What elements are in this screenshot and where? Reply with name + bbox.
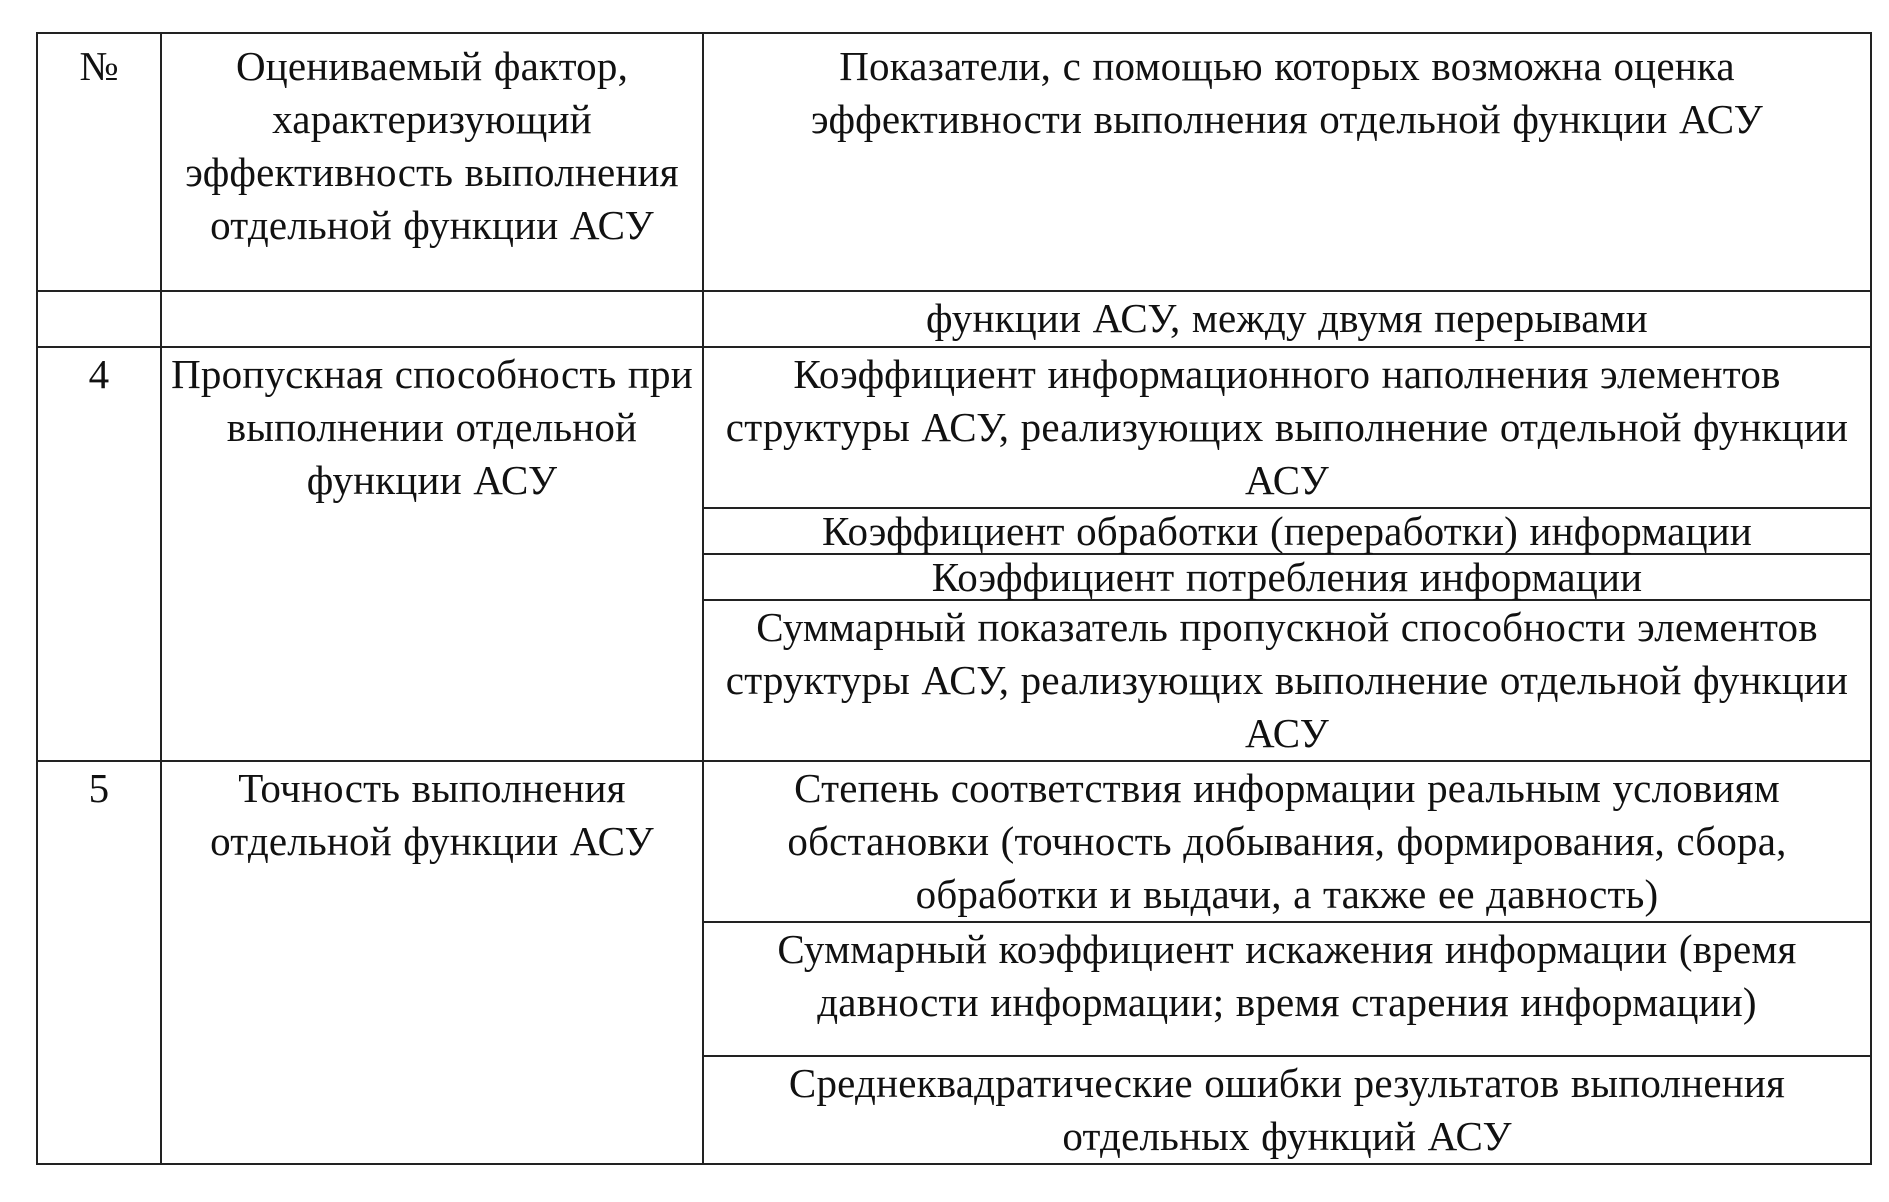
indicators-table (36, 32, 1872, 1165)
indicator-cell: Суммарный коэффициент искажения информации (время давности информации; время старения информации) (703, 922, 1871, 1056)
row-factor: Точность выполнения отдельной функции АСУ (161, 761, 703, 1164)
indicator-cell: Среднеквадратические ошибки результатов выполнения отдельных функций АСУ (703, 1056, 1871, 1164)
indicator-cell: Коэффициент информационного наполнения элементов структуры АСУ, реализующих выполнение отдельной функции АСУ (703, 347, 1871, 508)
table-row (37, 761, 1871, 922)
header-factor: Оцениваемый фактор, характеризующий эффективность выполнения отдельной функции АСУ (161, 33, 703, 291)
header-number: № (37, 33, 161, 291)
row-number: 5 (37, 761, 161, 1164)
continued-indicator: функции АСУ, между двумя перерывами (703, 291, 1871, 347)
indicator-cell: Суммарный показатель пропускной способности элементов структуры АСУ, реализующих выполнение отдельной функции АСУ (703, 600, 1871, 761)
row-factor: Пропускная способность при выполнении отдельной функции АСУ (161, 347, 703, 761)
indicator-cell: Коэффициент потребления информации (703, 554, 1871, 600)
table-row-continued (37, 291, 1871, 347)
header-indicators: Показатели, с помощью которых возможна оценка эффективности выполнения отдельной функции АСУ (703, 33, 1871, 291)
continued-factor (161, 291, 703, 347)
row-number: 4 (37, 347, 161, 761)
indicator-cell: Степень соответствия информации реальным условиям обстановки (точность добывания, формирования, сбора, обработки и выдачи, а также ее давность) (703, 761, 1871, 922)
indicator-cell: Коэффициент обработки (переработки) информации (703, 508, 1871, 554)
continued-number (37, 291, 161, 347)
table-header-row (37, 33, 1871, 291)
table-row (37, 347, 1871, 508)
